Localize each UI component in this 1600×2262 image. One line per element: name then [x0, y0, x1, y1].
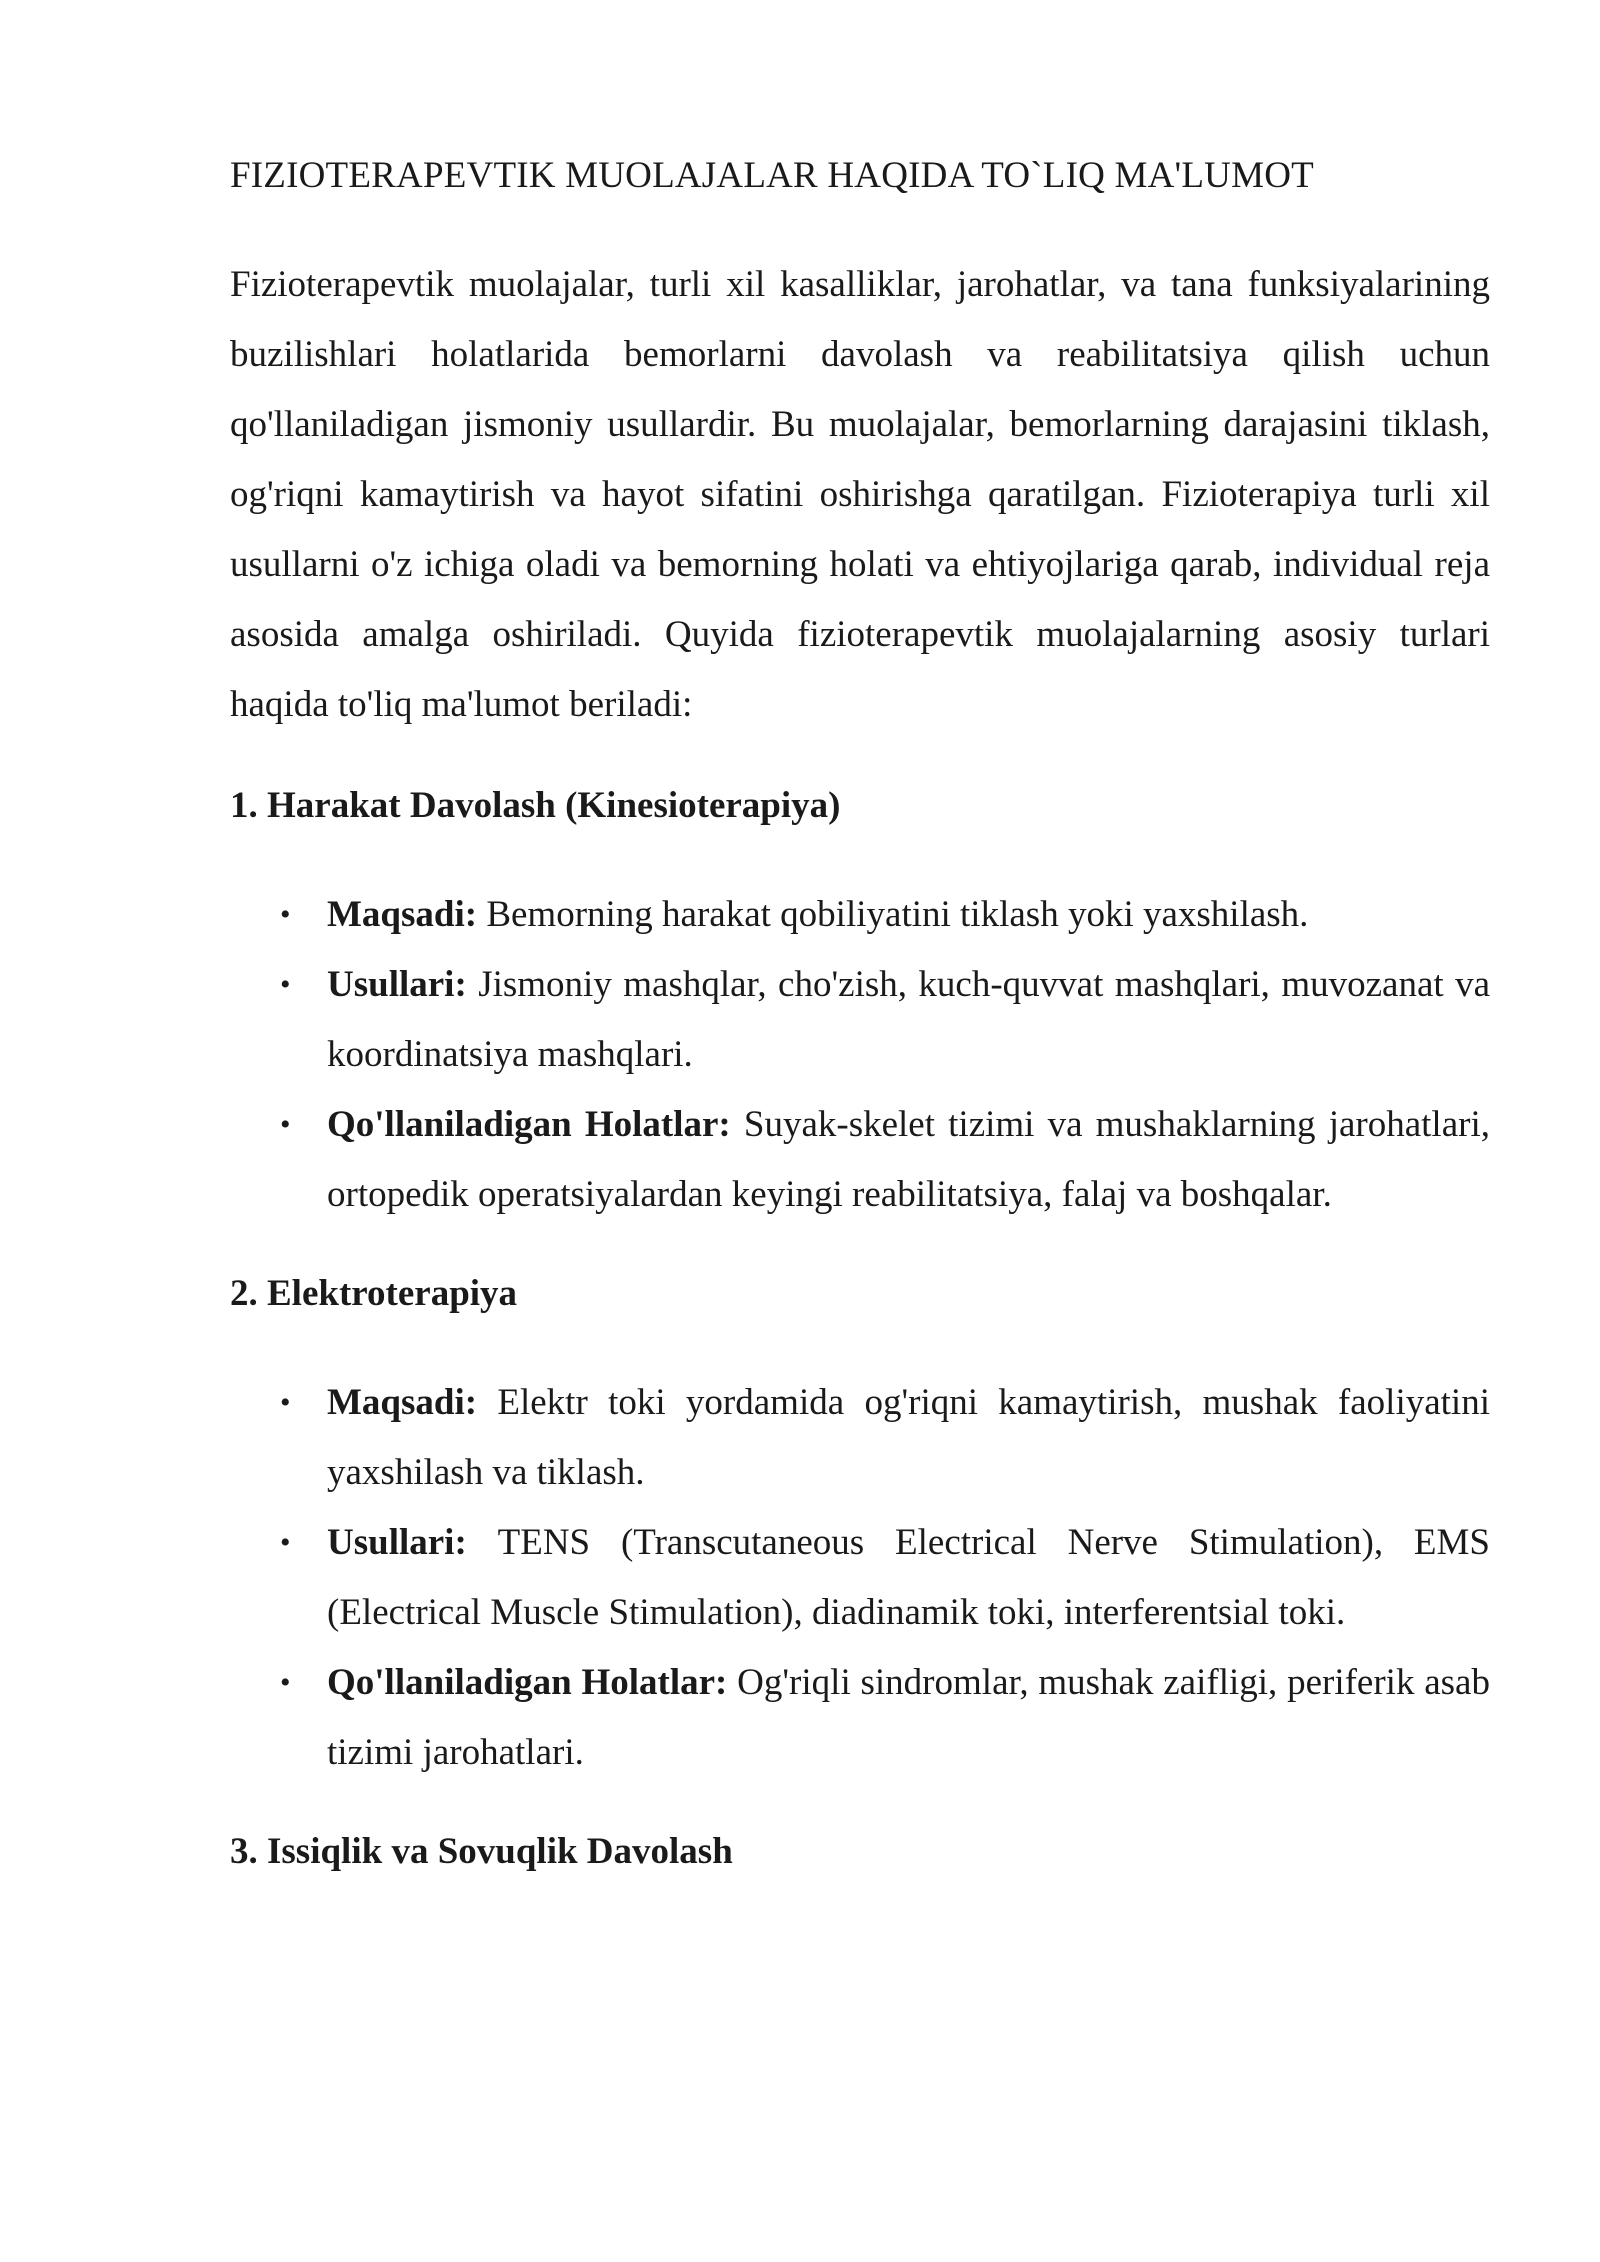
- section-heading-kinesioterapiya: 1. Harakat Davolash (Kinesioterapiya): [230, 785, 841, 826]
- bullet-point-icon: •: [280, 968, 291, 1001]
- bullet-list-elektroterapiya: [230, 1368, 1490, 1788]
- list-item: [230, 880, 1490, 950]
- bullet-label: Maqsadi:: [327, 894, 487, 935]
- bullet-point-icon: •: [280, 1526, 291, 1559]
- bullet-text: Jismoniy mashqlar, cho'zish, kuch-quvvat mashqlari, muvozanat va koordinatsiya mashqlari.: [327, 964, 1491, 1075]
- section-heading-elektroterapiya: 2. Elektroterapiya: [230, 1273, 518, 1314]
- document-page: [230, 150, 1490, 1926]
- list-item: [230, 950, 1490, 1090]
- bullet-point-icon: •: [280, 1386, 291, 1419]
- bullet-point-icon: •: [280, 898, 291, 931]
- list-item: [230, 1368, 1490, 1508]
- bullet-point-icon: •: [280, 1108, 291, 1141]
- bullet-label: Maqsadi:: [327, 1382, 498, 1423]
- bullet-label: Usullari:: [327, 964, 479, 1005]
- section-heading-issiqlik-sovuqlik: 3. Issiqlik va Sovuqlik Davolash: [230, 1831, 733, 1872]
- bullet-label: Qo'llaniladigan Holatlar:: [327, 1104, 744, 1145]
- bullet-label: Usullari:: [327, 1522, 498, 1563]
- list-item: [230, 1090, 1490, 1230]
- bullet-text: Og'riqli sindromlar, mushak zaifligi, periferik asab tizimi jarohatlari.: [327, 1662, 1490, 1773]
- list-item: [230, 1648, 1490, 1788]
- bullet-label: Qo'llaniladigan Holatlar:: [327, 1662, 738, 1703]
- bullet-text: Elektr toki yordamida og'riqni kamaytirish, mushak faoliyatini yaxshilash va tiklash.: [327, 1382, 1490, 1493]
- bullet-text: Bemorning harakat qobiliyatini tiklash yoki yaxshilash.: [486, 894, 1309, 935]
- bullet-text: TENS (Transcutaneous Electrical Nerve Stimulation), EMS (Electrical Muscle Stimulation), diadinamik toki, interferentsial toki.: [327, 1522, 1490, 1633]
- intro-paragraph: Fizioterapevtik muolajalar, turli xil kasalliklar, jarohatlar, va tana funksiyalarining buzilishlari holatlarida bemorlarni davolash va reabilitatsiya qilish uchun qo'llaniladigan jismoniy usullardir. Bu muolajalar, bemorlarning darajasini tiklash, og'riqni kamaytirish va hayot sifatini oshirishga qaratilgan. Fizioterapiya turli xil usullarni o'z ichiga oladi va bemorning holati va ehtiyojlariga qarab, individual reja asosida amalga oshiriladi. Quyida fizioterapevtik muolajalarning asosiy turlari haqida to'liq ma'lumot beriladi:: [230, 264, 1490, 725]
- bullet-text: Suyak-skelet tizimi va mushaklarning jarohatlari, ortopedik operatsiyalardan keyingi reabilitatsiya, falaj va boshqalar.: [327, 1104, 1490, 1215]
- bullet-list-kinesioterapiya: [230, 880, 1490, 1230]
- bullet-point-icon: •: [280, 1666, 291, 1699]
- document-title: FIZIOTERAPEVTIK MUOLAJALAR HAQIDA TO`LIQ MA'LUMOT: [230, 155, 1314, 196]
- list-item: [230, 1508, 1490, 1648]
